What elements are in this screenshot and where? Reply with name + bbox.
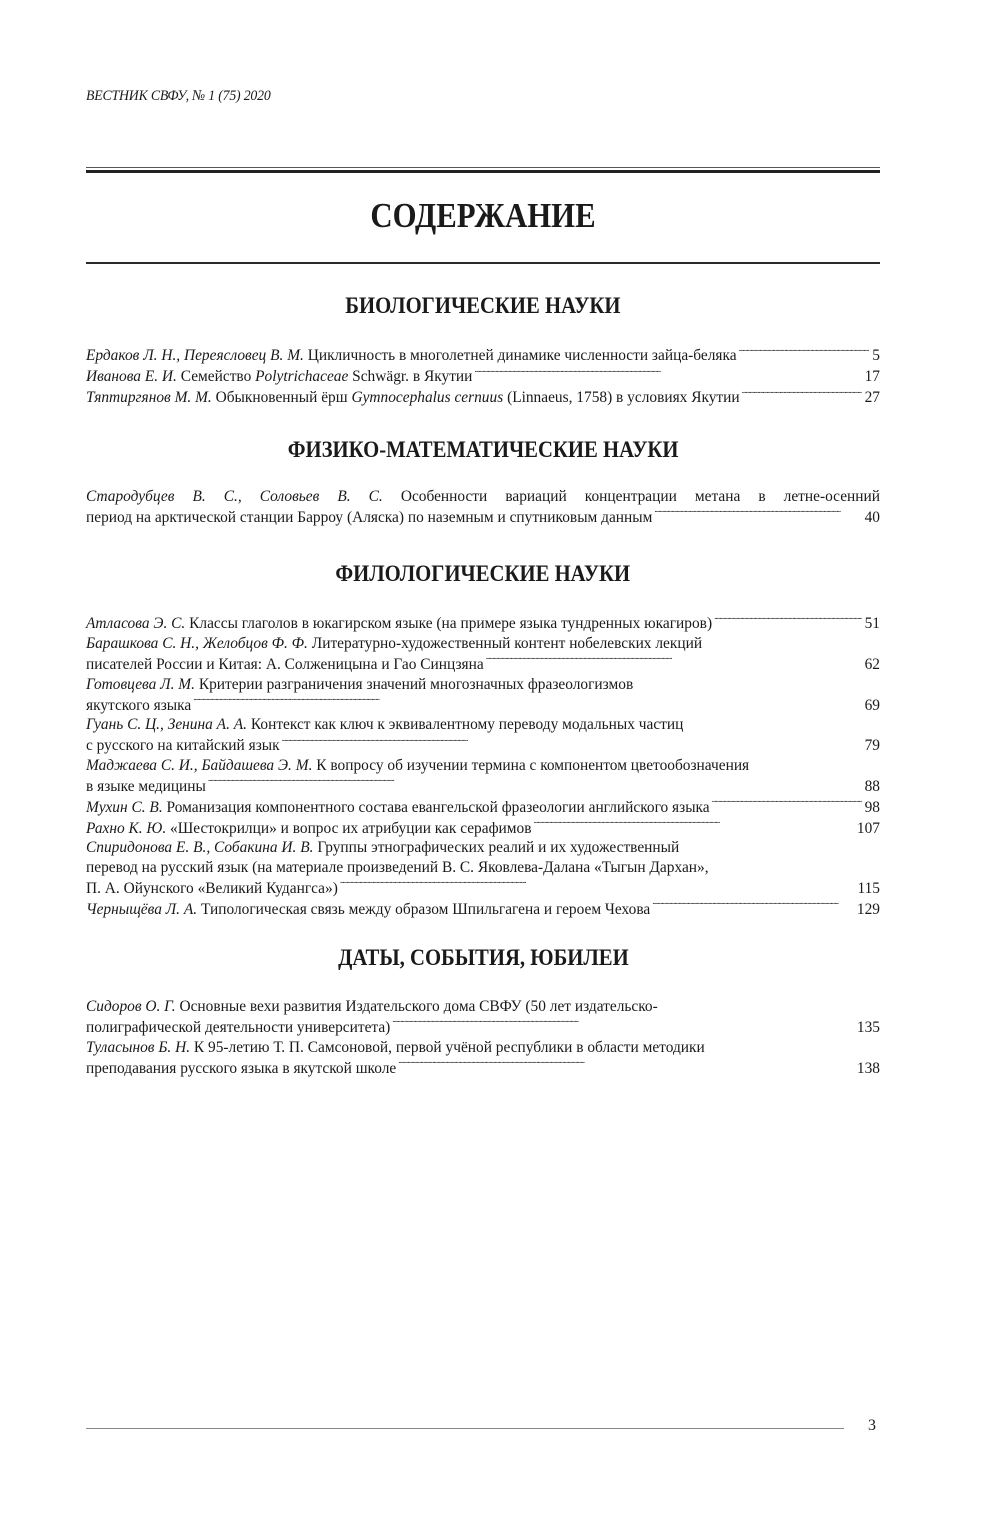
entry-authors: Маджаева С. И., Байдашева Э. М.: [86, 756, 313, 774]
section-physics-math: [86, 433, 880, 528]
entry-page: 107: [856, 819, 880, 837]
section-heading: ФИЗИКО-МАТЕМАТИЧЕСКИЕ НАУКИ: [287, 437, 679, 462]
entry-authors: Иванова Е. И.: [86, 368, 177, 386]
entry-title: Цикличность в многолетней динамике численности зайца-беляка: [307, 347, 737, 365]
entry-page: 62: [864, 655, 880, 673]
dot-leader: [398, 1057, 854, 1072]
entry-page: 88: [864, 777, 880, 795]
dot-leader: [739, 345, 870, 360]
section-heading: ФИЛОЛОГИЧЕСКИЕ НАУКИ: [335, 561, 631, 586]
entry-authors: Черныщёва Л. А.: [86, 900, 198, 918]
dot-leader: [714, 613, 862, 628]
entry-title: Типологическая связь между образом Шпильгагена и героем Чехова: [200, 900, 651, 918]
toc-entry[interactable]: [86, 675, 880, 716]
dot-leader: [534, 817, 854, 832]
entry-title: Критерии разграничения значений многозначных фразеологизмов: [198, 675, 634, 693]
toc-entry[interactable]: [86, 366, 880, 387]
entry-title: Основные вехи развития Издательского дома СВФУ (50 лет издательско-: [179, 998, 658, 1015]
entry-authors: Ердаков Л. Н., Переясловец В. М.: [86, 347, 304, 365]
entry-title: Классы глаголов в юкагирском языке (на примере языка тундренных юкагиров): [189, 615, 713, 633]
entry-title: Группы этнографических реалий и их художественный: [317, 839, 680, 857]
entry-title: П. А. Ойунского «Великий Кудангса»): [86, 879, 338, 897]
dot-leader: [282, 735, 862, 750]
dot-leader: [654, 507, 861, 522]
footer-rule: [86, 1428, 844, 1429]
entry-title: К вопросу об изучении термина с компонентом цветообозначения: [316, 756, 750, 774]
toc-entry[interactable]: [86, 634, 880, 675]
entry-authors: Стародубцев В. С., Соловьев В. С.: [86, 488, 383, 505]
entry-authors: Барашкова С. Н., Желобцов Ф. Ф.: [86, 634, 308, 652]
entry-authors: Гуань С. Ц., Зенина А. А.: [86, 716, 248, 734]
entry-authors: Тяптиргянов М. М.: [86, 389, 212, 407]
entry-page: 27: [864, 389, 880, 407]
toc-entry[interactable]: [86, 487, 880, 528]
dot-leader: [712, 796, 862, 811]
entry-title: К 95-летию Т. П. Самсоновой, первой учёной республики в области методики: [193, 1038, 705, 1056]
page-title-text: СОДЕРЖАНИЕ: [370, 196, 596, 235]
entry-page: 129: [856, 900, 880, 918]
dot-leader: [486, 654, 862, 669]
title-rule: [86, 262, 880, 264]
page-title: [86, 196, 880, 236]
entry-title: Романизация компонентного состава евангельской фразеологии английского языка: [166, 798, 710, 816]
entry-title: Schwägr. в Якутии: [352, 368, 473, 386]
entry-page: 51: [864, 615, 880, 633]
entry-title: (Linnaeus, 1758) в условиях Якутии: [507, 389, 740, 407]
toc-entry[interactable]: [86, 898, 880, 919]
entry-title: якутского языка: [86, 696, 192, 714]
toc-entry[interactable]: [86, 838, 880, 898]
entry-title: с русского на китайский язык: [86, 737, 280, 755]
entry-title: в языке медицины: [86, 777, 206, 795]
entry-page: 40: [864, 508, 880, 526]
section-heading: ДАТЫ, СОБЫТИЯ, ЮБИЛЕИ: [337, 945, 629, 970]
entry-authors: Атласова Э. С.: [86, 615, 186, 633]
section-philology: [86, 557, 880, 919]
entry-title: писателей России и Китая: А. Солженицына и Гао Синцзяна: [86, 655, 484, 673]
dot-leader: [742, 387, 862, 402]
entry-title: Обыкновенный ёрш: [215, 389, 348, 407]
entry-page: 115: [857, 879, 880, 897]
entry-title: Литературно-художественный контент нобелевских лекций: [311, 634, 703, 652]
dot-leader: [652, 898, 854, 913]
entry-title: Семейство: [180, 368, 252, 386]
entry-title: перевод на русский язык (на материале произведений В. С. Яковлева-Далана «Тыгын Дархан»,: [86, 858, 709, 876]
running-head: ВЕСТНИК СВФУ, № 1 (75) 2020: [86, 88, 271, 104]
toc-entry[interactable]: [86, 817, 880, 838]
entry-latin-name: Polytrichaceae: [255, 368, 349, 386]
entry-authors: Туласынов Б. Н.: [86, 1038, 191, 1056]
entry-title: преподавания русского языка в якутской школе: [86, 1059, 397, 1077]
entry-latin-name: Gymnocephalus cernuus: [351, 389, 504, 407]
entry-authors: Готовцева Л. М.: [86, 675, 195, 693]
toc-entry[interactable]: [86, 756, 880, 797]
toc-entry[interactable]: [86, 345, 880, 366]
entry-authors: Спиридонова Е. В., Собакина И. В.: [86, 839, 314, 857]
entry-page: 138: [856, 1059, 880, 1077]
entry-authors: Рахно К. Ю.: [86, 819, 167, 837]
entry-title: Контекст как ключ к эквивалентному переводу модальных частиц: [250, 716, 684, 734]
dot-leader: [392, 1017, 854, 1032]
entry-page: 98: [864, 798, 880, 816]
toc-entry[interactable]: [86, 715, 880, 756]
toc-entry[interactable]: [86, 997, 880, 1038]
toc-entry[interactable]: [86, 796, 880, 817]
dot-leader: [340, 877, 855, 892]
header-double-rule: [86, 167, 880, 174]
section-biology: [86, 289, 880, 408]
dot-leader: [474, 366, 861, 381]
toc-entry[interactable]: [86, 387, 880, 408]
entry-title: полиграфической деятельности университета): [86, 1018, 391, 1036]
dot-leader: [193, 694, 861, 709]
entry-page: 79: [864, 737, 880, 755]
entry-page: 5: [872, 347, 880, 365]
entry-title: период на арктической станции Барроу (Аляска) по наземным и спутниковым данным: [86, 508, 653, 526]
entry-title: Особенности вариаций концентрации метана в летне-осенний: [400, 488, 880, 505]
section-heading: БИОЛОГИЧЕСКИЕ НАУКИ: [345, 293, 621, 318]
entry-authors: Мухин С. В.: [86, 798, 163, 816]
toc-entry[interactable]: [86, 613, 880, 634]
page-number: 3: [868, 1417, 876, 1434]
entry-authors: Сидоров О. Г.: [86, 998, 176, 1015]
dot-leader: [208, 775, 862, 790]
entry-page: 17: [864, 368, 880, 386]
entry-page: 69: [864, 696, 880, 714]
entry-title: «Шестокрилци» и вопрос их атрибуции как серафимов: [170, 819, 532, 837]
toc-entry[interactable]: [86, 1038, 880, 1079]
section-dates-events: [86, 941, 880, 1078]
entry-page: 135: [856, 1018, 880, 1036]
